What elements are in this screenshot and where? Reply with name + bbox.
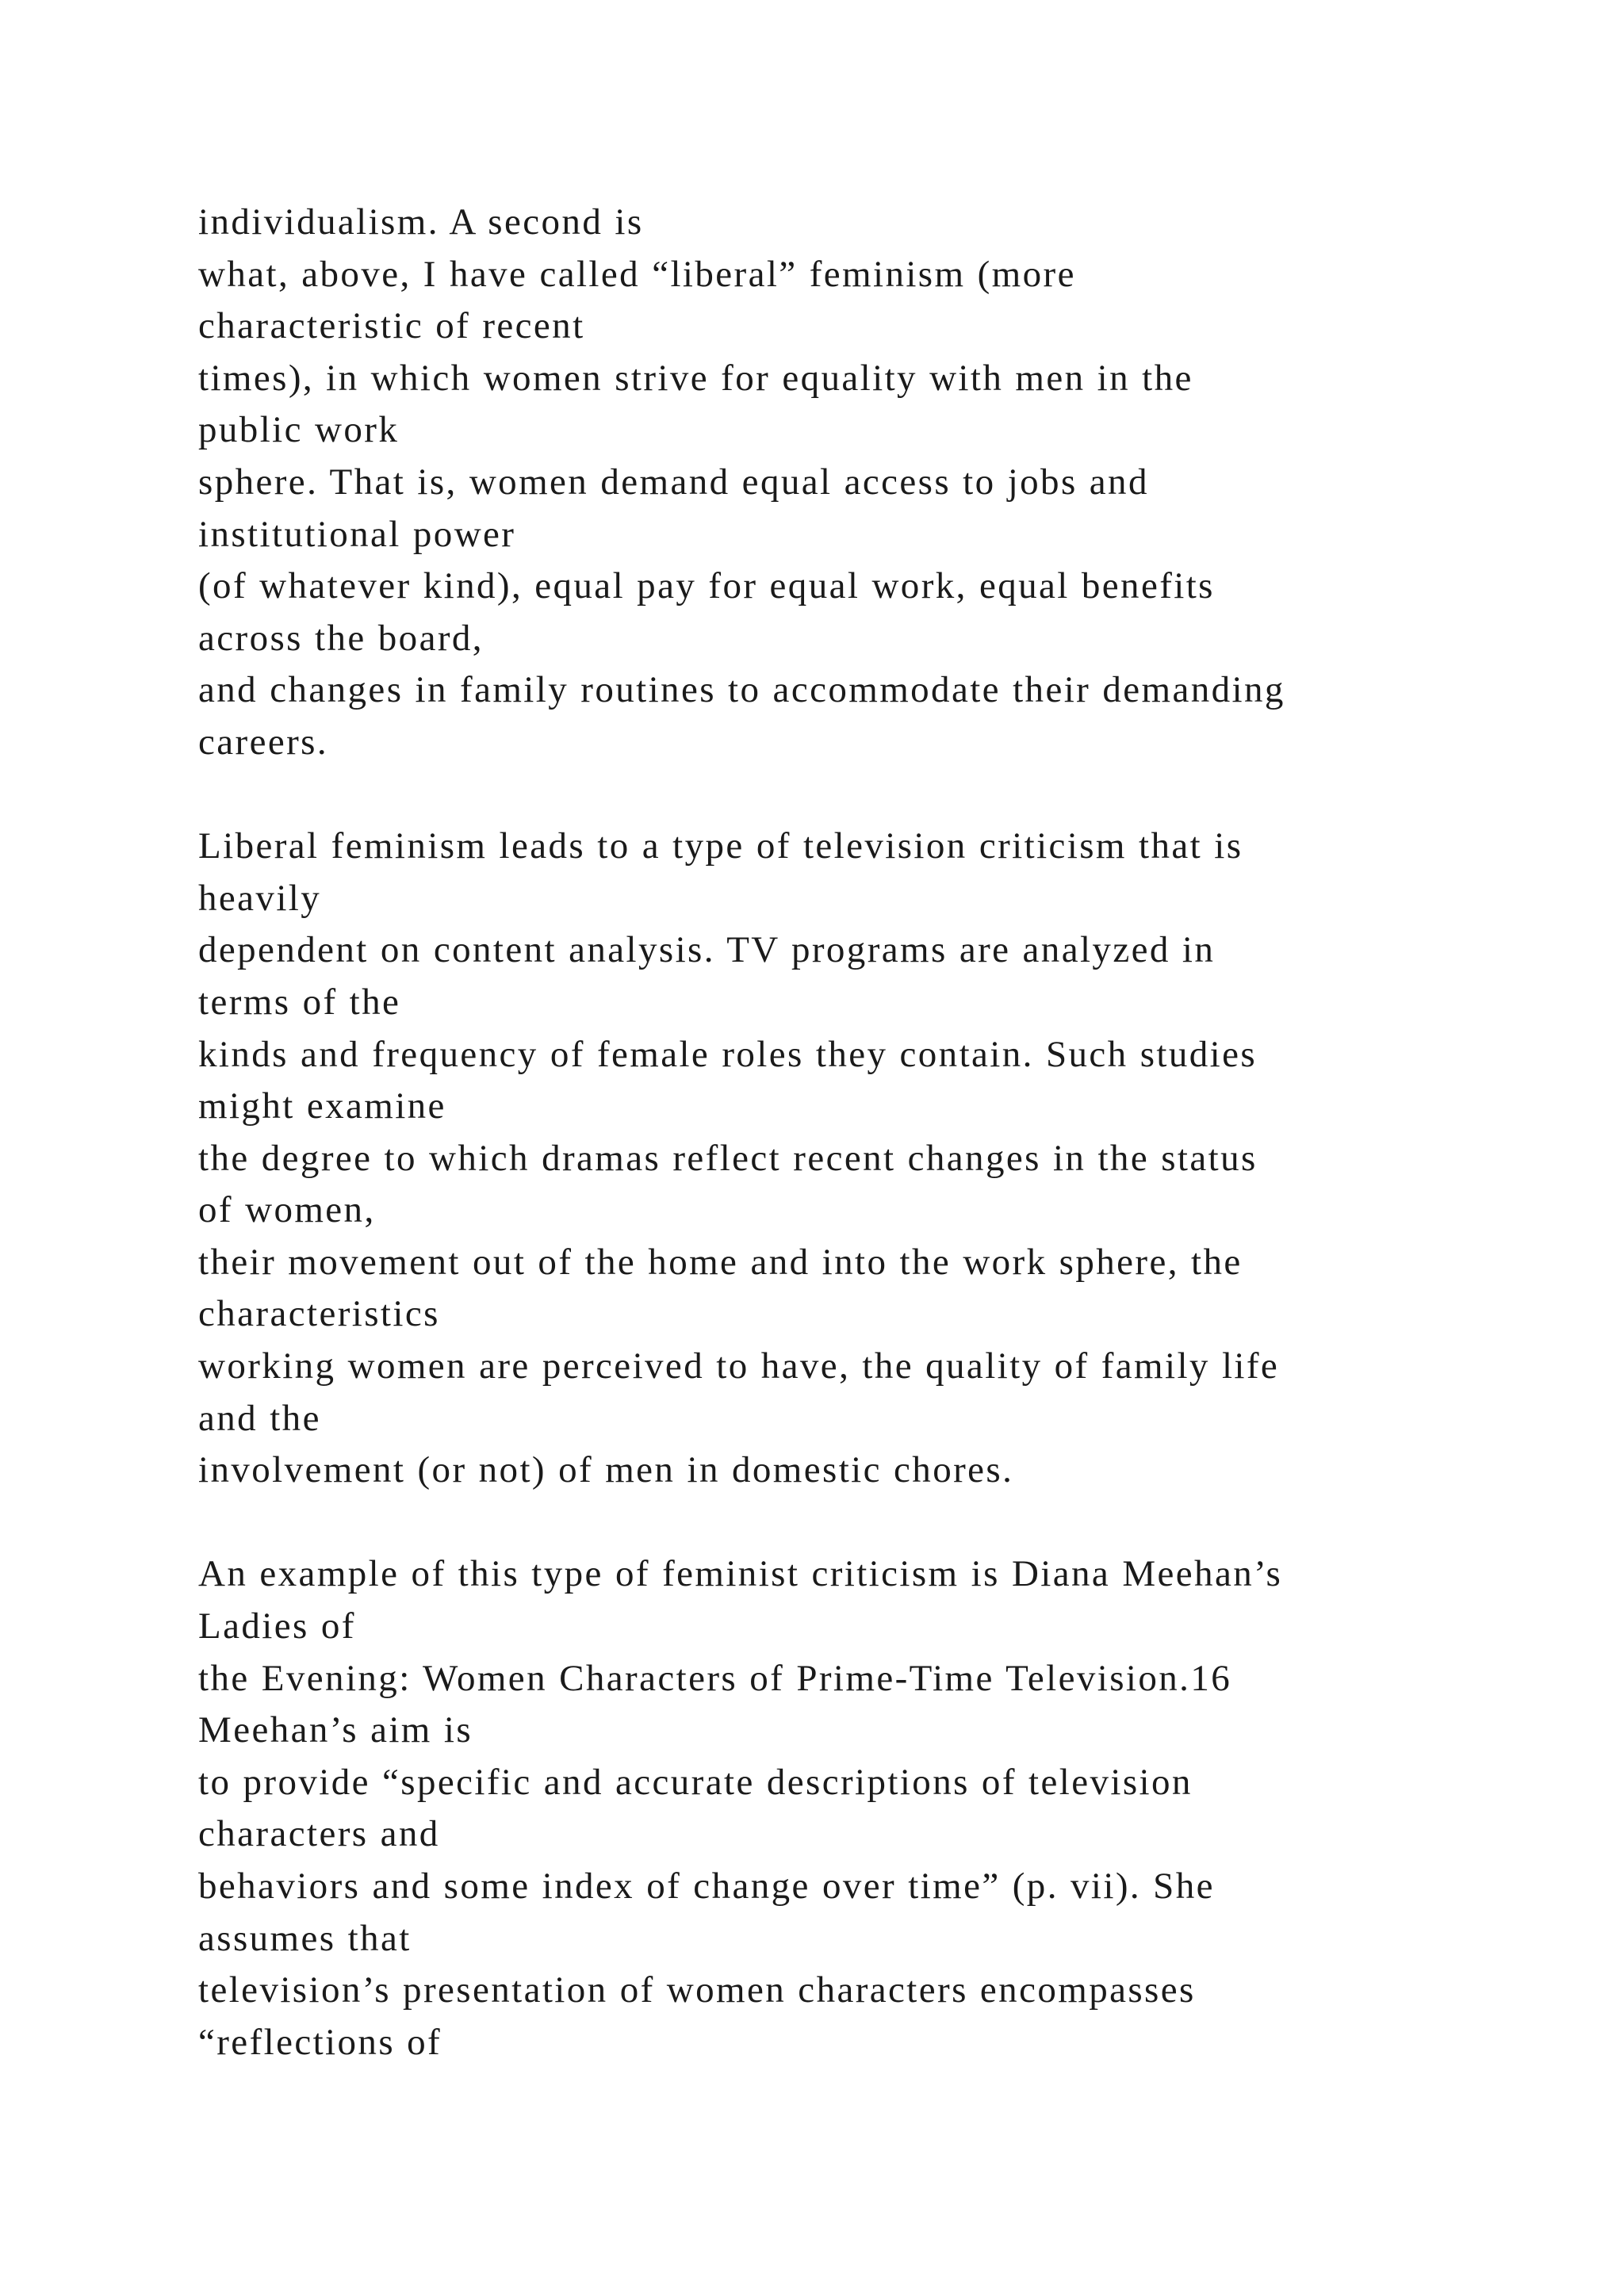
text-line: public work	[198, 409, 400, 451]
text-line: (of whatever kind), equal pay for equal work, equal benefits	[198, 565, 1215, 607]
text-line: and changes in family routines to accommodate their demanding	[198, 669, 1285, 711]
text-line: times), in which women strive for equality with men in the	[198, 357, 1193, 399]
text-line: Ladies of	[198, 1605, 356, 1647]
text-line: the Evening: Women Characters of Prime-Time Television.16	[198, 1657, 1232, 1699]
text-line: individualism. A second is	[198, 201, 644, 243]
text-line: sphere. That is, women demand equal access to jobs and	[198, 461, 1149, 503]
text-line: Meehan’s aim is	[198, 1709, 473, 1751]
text-line: the degree to which dramas reflect recent changes in the status	[198, 1137, 1258, 1179]
text-line: assumes that	[198, 1917, 412, 1959]
text-line: Liberal feminism leads to a type of television criticism that is	[198, 825, 1243, 867]
text-line: television’s presentation of women characters encompasses	[198, 1969, 1196, 2011]
text-line: what, above, I have called “liberal” feminism (more	[198, 253, 1076, 295]
text-line: of women,	[198, 1189, 376, 1231]
text-line: heavily	[198, 877, 322, 919]
text-line: involvement (or not) of men in domestic chores.	[198, 1449, 1014, 1491]
text-line: and the	[198, 1397, 321, 1439]
text-line: dependent on content analysis. TV programs are analyzed in	[198, 929, 1216, 971]
text-line: to provide “specific and accurate descriptions of television	[198, 1761, 1193, 1803]
text-line: their movement out of the home and into the work sphere, the	[198, 1241, 1243, 1283]
paragraph-gap	[198, 1497, 1499, 1549]
paragraph-gap	[198, 769, 1499, 821]
text-line: institutional power	[198, 513, 516, 555]
text-line: behaviors and some index of change over time” (p. vii). She	[198, 1866, 1215, 1907]
text-line: “reflections of	[198, 2021, 442, 2063]
text-line: An example of this type of feminist criticism is Diana Meehan’s	[198, 1553, 1283, 1595]
text-line: might examine	[198, 1085, 446, 1127]
paragraph-2	[198, 821, 1499, 1497]
text-line: careers.	[198, 721, 328, 763]
text-line: characters and	[198, 1813, 440, 1855]
document-page	[198, 197, 1499, 2068]
paragraph-3	[198, 1548, 1499, 2068]
text-line: across the board,	[198, 617, 484, 659]
text-line: characteristics	[198, 1293, 440, 1335]
text-line: characteristic of recent	[198, 305, 585, 347]
text-line: kinds and frequency of female roles they contain. Such studies	[198, 1033, 1258, 1075]
text-line: working women are perceived to have, the quality of family life	[198, 1345, 1280, 1387]
text-line: terms of the	[198, 981, 401, 1023]
paragraph-1	[198, 197, 1499, 769]
